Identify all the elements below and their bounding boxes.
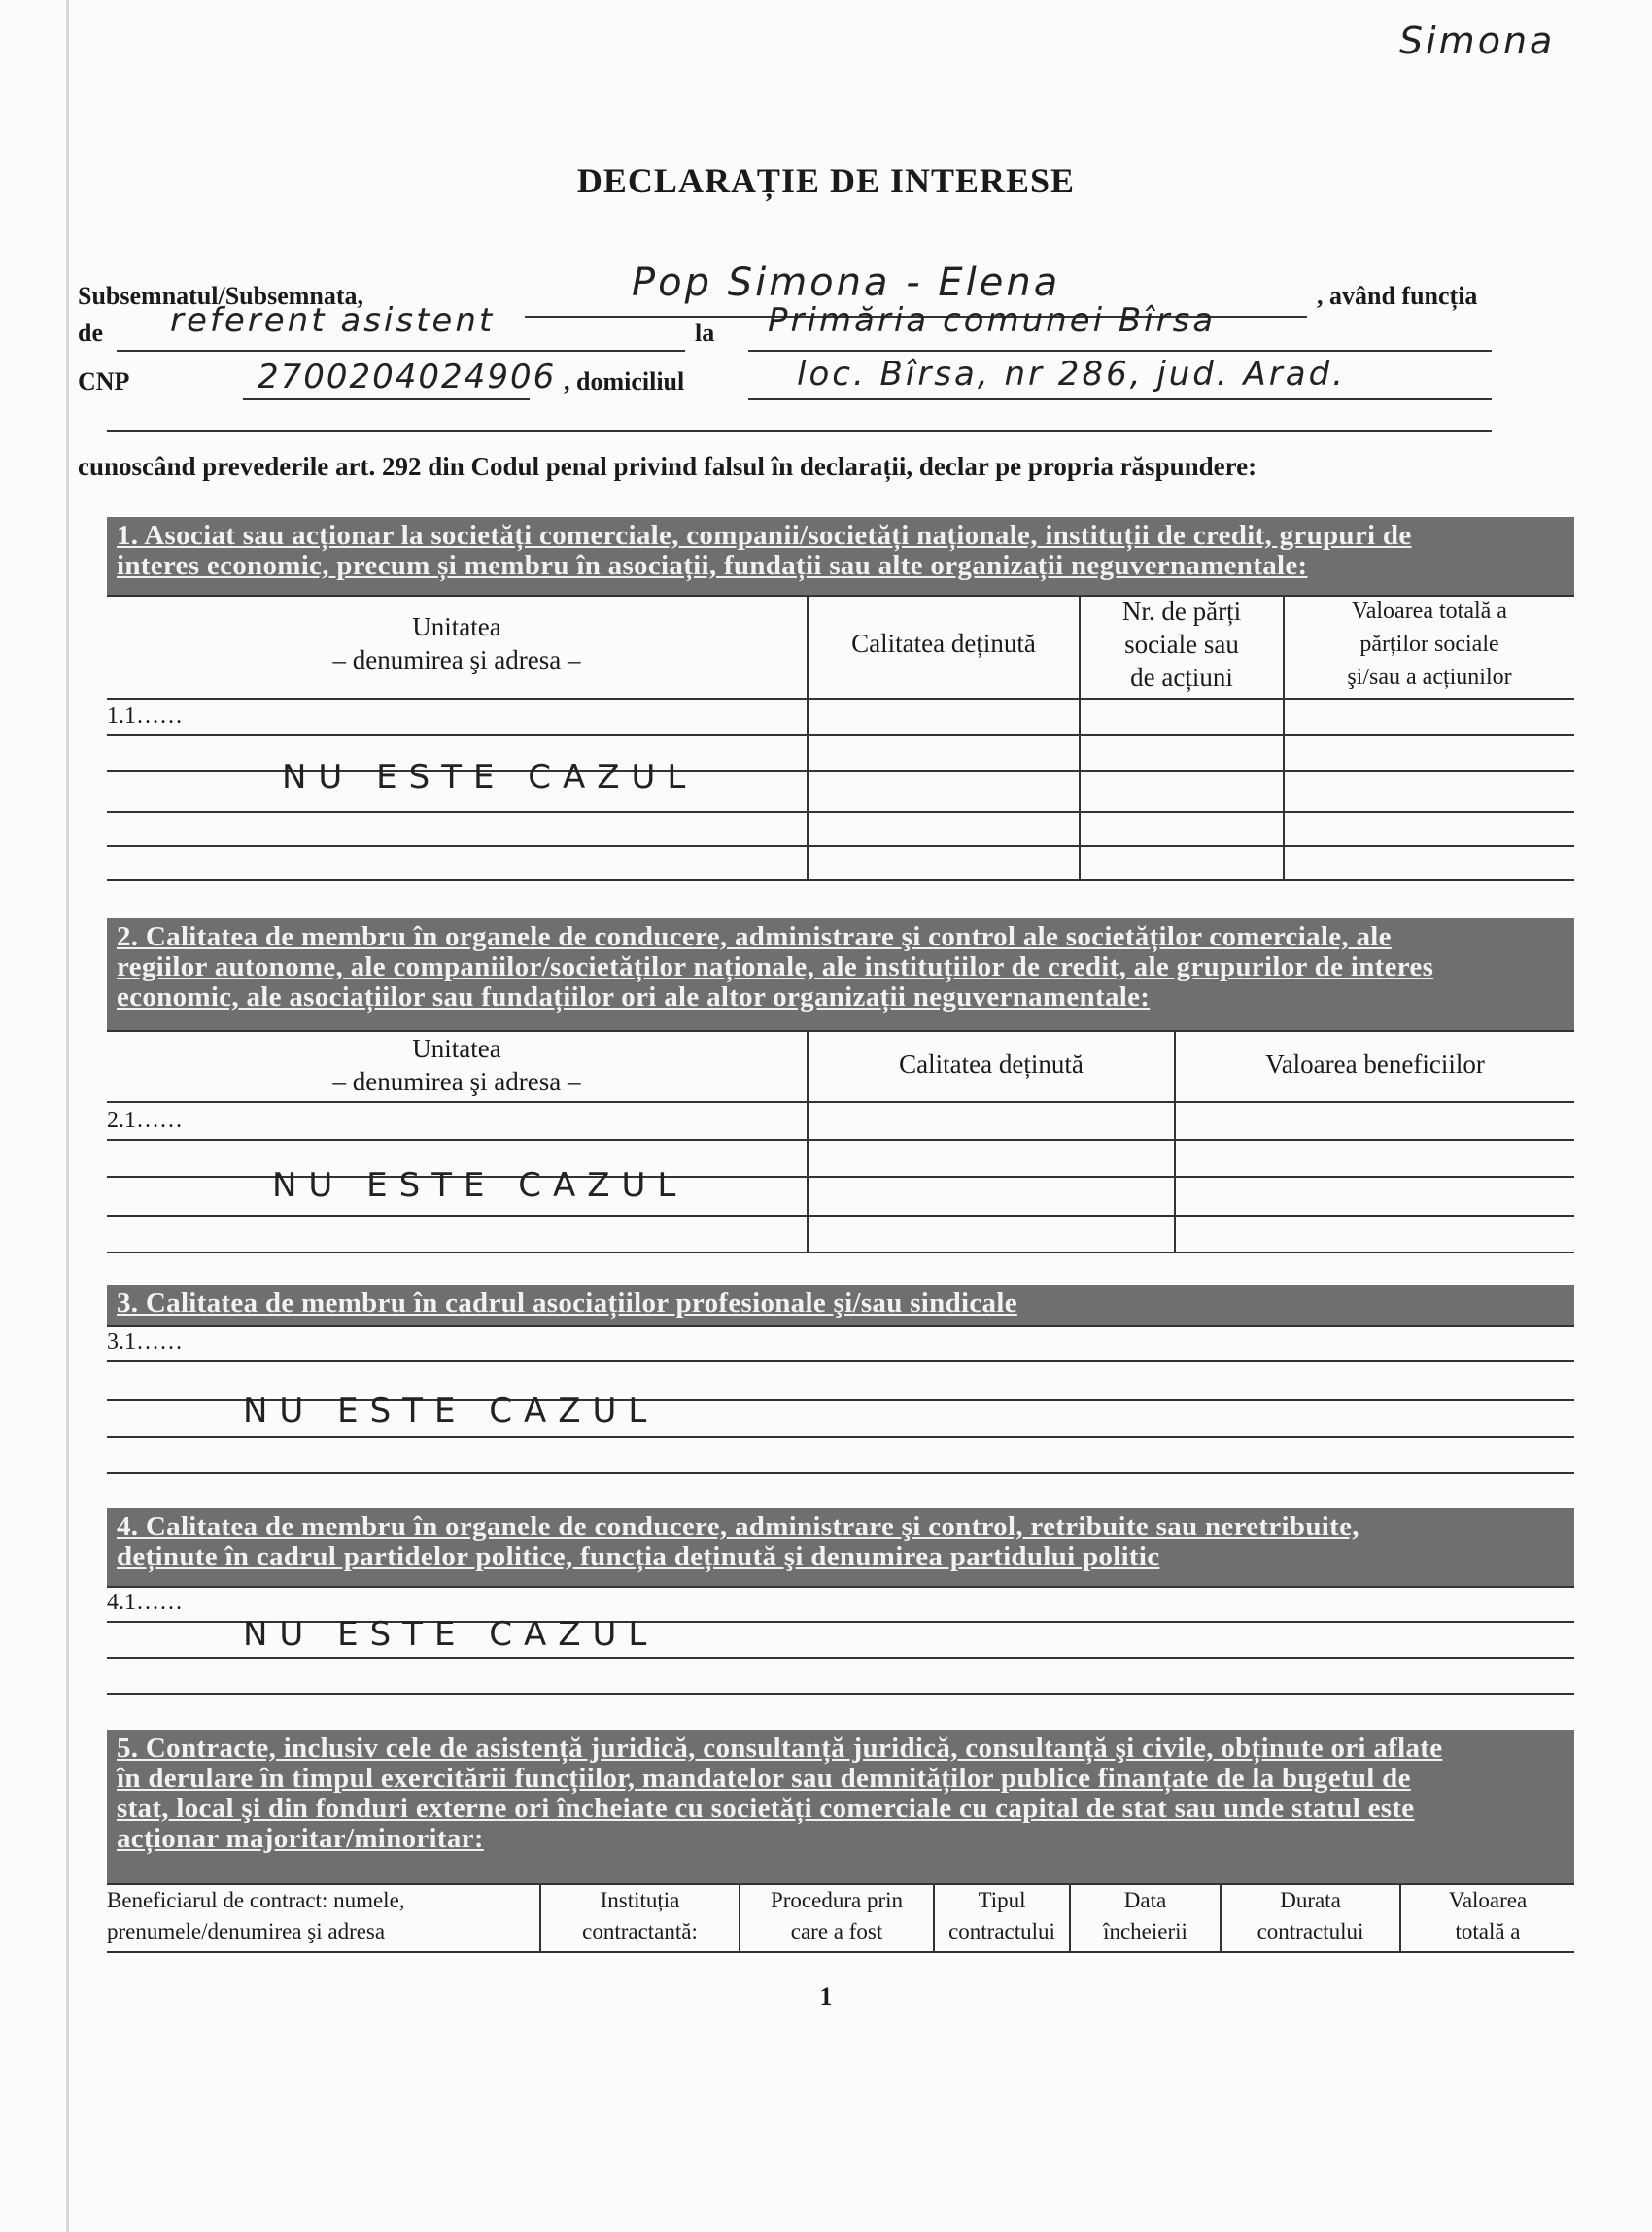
domiciliu-value: loc. Bîrsa, nr 286, jud. Arad.: [797, 355, 1346, 394]
institutia-value: Primăria comunei Bîrsa: [768, 301, 1217, 340]
s1-col-nr-line-1: Nr. de părți: [1121, 597, 1242, 626]
section-1-title: [107, 517, 1574, 595]
s2-col-calitatea: Calitatea deținută: [899, 1049, 1084, 1079]
s2-handwritten-note: NU ESTE CAZUL: [272, 1166, 688, 1205]
s3-handwritten-note: NU ESTE CAZUL: [243, 1391, 659, 1430]
s5-col2-line-2: contractantă:: [582, 1919, 698, 1943]
s1-col-calitatea: Calitatea deținută: [851, 629, 1036, 658]
s5-col2-line-1: Instituția: [600, 1888, 680, 1912]
section-3-title: [107, 1285, 1574, 1325]
s1-col-nr-line-2: sociale sau: [1124, 630, 1239, 659]
subsemnatul-label: Subsemnatul/Subsemnata,: [78, 282, 364, 310]
s1-col-val-line-1: Valoarea totală a: [1352, 599, 1507, 624]
s2-col-unitatea-sub: – denumirea şi adresa –: [332, 1067, 581, 1096]
s1-col-unitatea: [107, 610, 807, 676]
s2-col-unitatea: [107, 1032, 807, 1098]
s4-handwritten-note: NU ESTE CAZUL: [243, 1615, 659, 1654]
functia-value: referent asistent: [170, 301, 496, 340]
s5-col3-line-1: Procedura prin: [770, 1888, 904, 1912]
s5-col5-line-1: Data: [1123, 1888, 1167, 1912]
s1-handwritten-note: NU ESTE CAZUL: [282, 758, 698, 797]
section-3-title-line-1: 3. Calitatea de membru în cadrul asociațiilor profesionale şi/sau sindicale: [117, 1288, 1017, 1319]
s5-col7-line-2: totală a: [1455, 1919, 1521, 1943]
functia-line: [117, 350, 685, 352]
s5-col-institutia: [541, 1885, 739, 1947]
s5-col4-line-1: Tipul: [978, 1888, 1026, 1912]
s1-col-nr-line-3: de acțiuni: [1130, 663, 1233, 692]
s5-col1-line-1: Beneficiarul de contract: numele,: [107, 1888, 405, 1912]
cnp-value: 2700204024906: [258, 358, 557, 396]
section-2-title-line-3: economic, ale asociațiilor sau fundațiilor ori ale altor organizații neguvernamentale:: [117, 981, 1151, 1013]
cnp-line: [243, 398, 530, 400]
s1-col-val-line-2: părților sociale: [1359, 632, 1499, 657]
section-5-title: [107, 1730, 1574, 1883]
de-label: de: [78, 319, 103, 347]
page-number: 1: [819, 1982, 833, 2010]
s1-row-number: 1.1……: [107, 704, 183, 729]
domiciliul-label: , domiciliul: [564, 367, 685, 395]
s1-col-unitatea-label: Unitatea: [412, 612, 501, 641]
s3-row-number: 3.1……: [107, 1329, 183, 1355]
s5-col1-line-2: prenumele/denumirea şi adresa: [107, 1919, 386, 1943]
section-5-title-line-2: în derulare în timpul exercitării funcțiilor, mandatelor sau demnităților publice finanțate de la bugetul de: [117, 1763, 1411, 1794]
section-4-title: [107, 1508, 1574, 1586]
institutia-line: [748, 350, 1492, 352]
domiciliu-line-2: [107, 430, 1492, 432]
avand-functia-label: , având funcția: [1317, 282, 1478, 310]
page-title: DECLARAȚIE DE INTERESE: [576, 161, 1076, 200]
s5-col-valoarea: [1401, 1885, 1574, 1947]
section-4-title-line-1: 4. Calitatea de membru în organele de conducere, administrare şi control, retribuite sau neretribuite,: [117, 1511, 1359, 1542]
statement-text: cunoscând prevederile art. 292 din Codul penal privind falsul în declarații, declar pe propria răspundere:: [78, 452, 1257, 481]
s5-col-data: [1071, 1885, 1220, 1947]
s5-col5-line-2: încheierii: [1103, 1919, 1187, 1943]
s2-row-number: 2.1……: [107, 1108, 183, 1133]
s5-col6-line-2: contractului: [1256, 1919, 1364, 1943]
s5-col3-line-2: care a fost: [790, 1919, 883, 1943]
s2-col-valoarea: Valoarea beneficiilor: [1265, 1049, 1485, 1079]
domiciliu-line: [748, 398, 1492, 400]
section-4-title-line-2: deținute în cadrul partidelor politice, funcția deținută şi denumirea partidului politic: [117, 1541, 1160, 1572]
cnp-label: CNP: [78, 367, 130, 395]
section-1-title-line-1: 1. Asociat sau acționar la societăți comerciale, companii/societăți naționale, instituții de credit, grupuri de: [117, 520, 1412, 551]
s4-row-number: 4.1……: [107, 1590, 183, 1615]
section-2-title-line-2: regiilor autonome, ale companiilor/societăților naționale, ale instituțiilor de credit, ale grupurilor de interes: [117, 951, 1434, 982]
section-5-title-line-4: acționar majoritar/minoritar:: [117, 1823, 484, 1854]
s5-col-procedura: [740, 1885, 933, 1947]
s5-col4-line-2: contractului: [948, 1919, 1055, 1943]
section-5-title-line-3: stat, local şi din fonduri externe ori încheiate cu societăți comerciale cu capital de stat sau unde statul este: [117, 1793, 1415, 1824]
section-2-title: [107, 918, 1574, 1030]
s1-col-valoarea: [1285, 595, 1574, 694]
s5-col6-line-1: Durata: [1280, 1888, 1341, 1912]
s5-col-beneficiar: [107, 1885, 539, 1947]
s1-col-unitatea-sub: – denumirea şi adresa –: [332, 645, 581, 674]
name-value: Pop Simona - Elena: [632, 260, 1061, 305]
s1-col-nr: [1081, 595, 1283, 694]
corner-signature: Simona: [1399, 19, 1556, 62]
section-1-title-line-2: interes economic, precum și membru în asociații, fundații sau alte organizații neguvernamentale:: [117, 550, 1308, 581]
s5-col-tipul: [935, 1885, 1069, 1947]
s5-col7-line-1: Valoarea: [1448, 1888, 1528, 1912]
section-5-title-line-1: 5. Contracte, inclusiv cele de asistență juridică, consultanță juridică, consultanță şi civile, obținute ori aflate: [117, 1733, 1443, 1764]
section-2-title-line-1: 2. Calitatea de membru în organele de conducere, administrare şi control ale societăților comerciale, ale: [117, 921, 1392, 952]
s5-col-durata: [1222, 1885, 1399, 1947]
la-label: la: [695, 319, 715, 347]
scan-edge: [66, 0, 69, 2232]
s2-col-unitatea-label: Unitatea: [412, 1034, 501, 1063]
s1-col-val-line-3: şi/sau a acțiunilor: [1347, 665, 1512, 690]
